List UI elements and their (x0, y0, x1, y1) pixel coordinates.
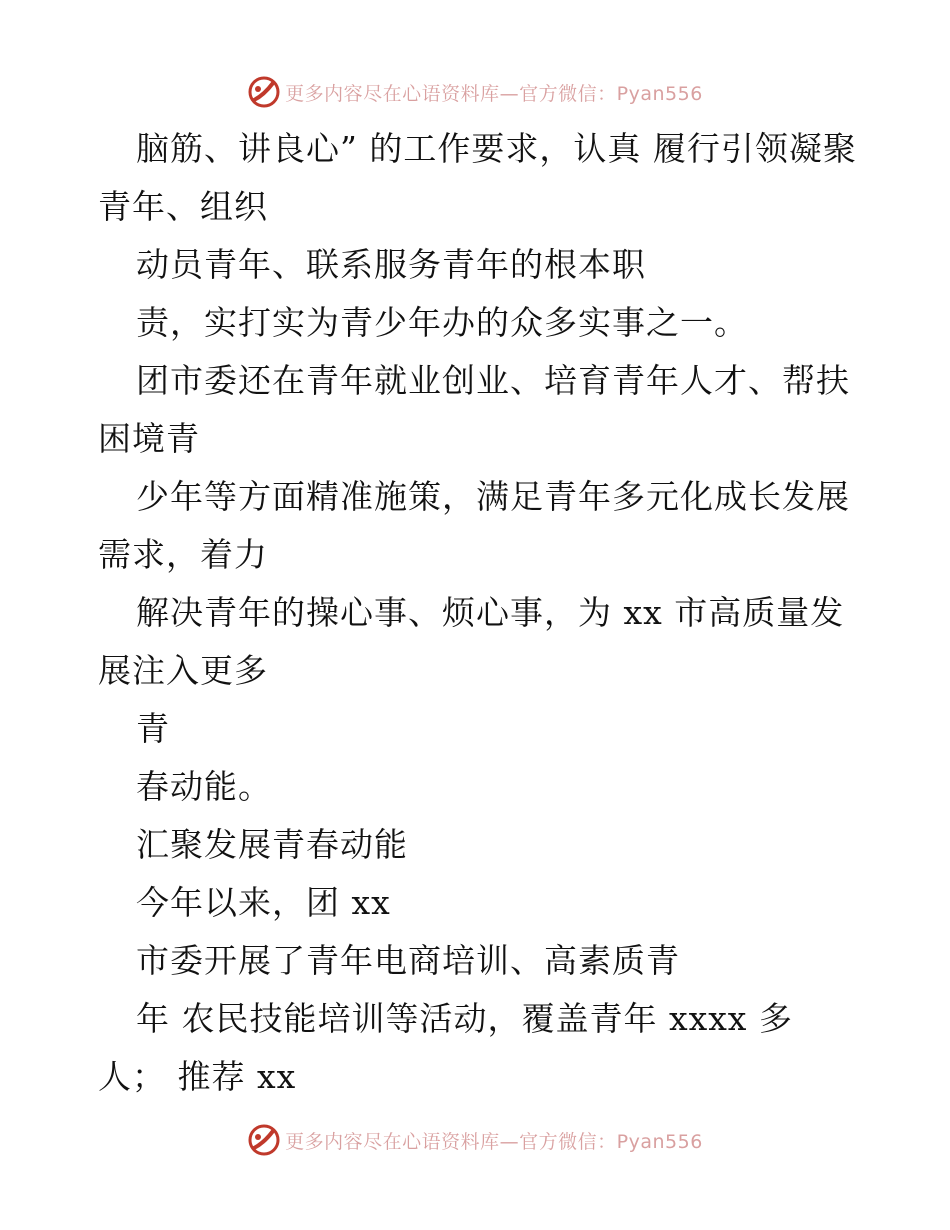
paragraph: 少年等方面精准施策，满足青年多元化成长发展需求，着力 (98, 477, 850, 574)
watermark-text: 更多内容尽在心语资料库—官方微信：Pyan556 (285, 1130, 703, 1153)
paragraph: 青 (136, 709, 170, 748)
paragraph: 年 农民技能培训等活动，覆盖青年 xxxx 多人； 推荐 xx (98, 999, 793, 1096)
header-watermark (0, 72, 950, 112)
paragraph: 责，实打实为青少年办的众多实事之一。 (136, 303, 748, 342)
paragraph: 脑筋、讲良心” 的工作要求，认真 履行引领凝聚青年、组织 (98, 129, 857, 226)
pen-seal-logo-icon (247, 1123, 281, 1157)
paragraph: 市委开展了青年电商培训、高素质青 (136, 941, 680, 980)
paragraph: 动员青年、联系服务青年的根本职 (136, 245, 646, 284)
paragraph: 团市委还在青年就业创业、培育青年人才、帮扶困境青 (98, 361, 850, 458)
document-body (98, 120, 858, 1106)
paragraph: 春动能。 (136, 767, 272, 806)
pen-seal-logo-icon (247, 75, 281, 109)
section-heading: 汇聚发展青春动能 (136, 825, 408, 864)
footer-watermark (0, 1120, 950, 1160)
paragraph: 今年以来，团 xx (136, 883, 391, 922)
paragraph: 解决青年的操心事、烦心事，为 xx 市高质量发展注入更多 (98, 593, 845, 690)
watermark-text: 更多内容尽在心语资料库—官方微信：Pyan556 (285, 82, 703, 105)
